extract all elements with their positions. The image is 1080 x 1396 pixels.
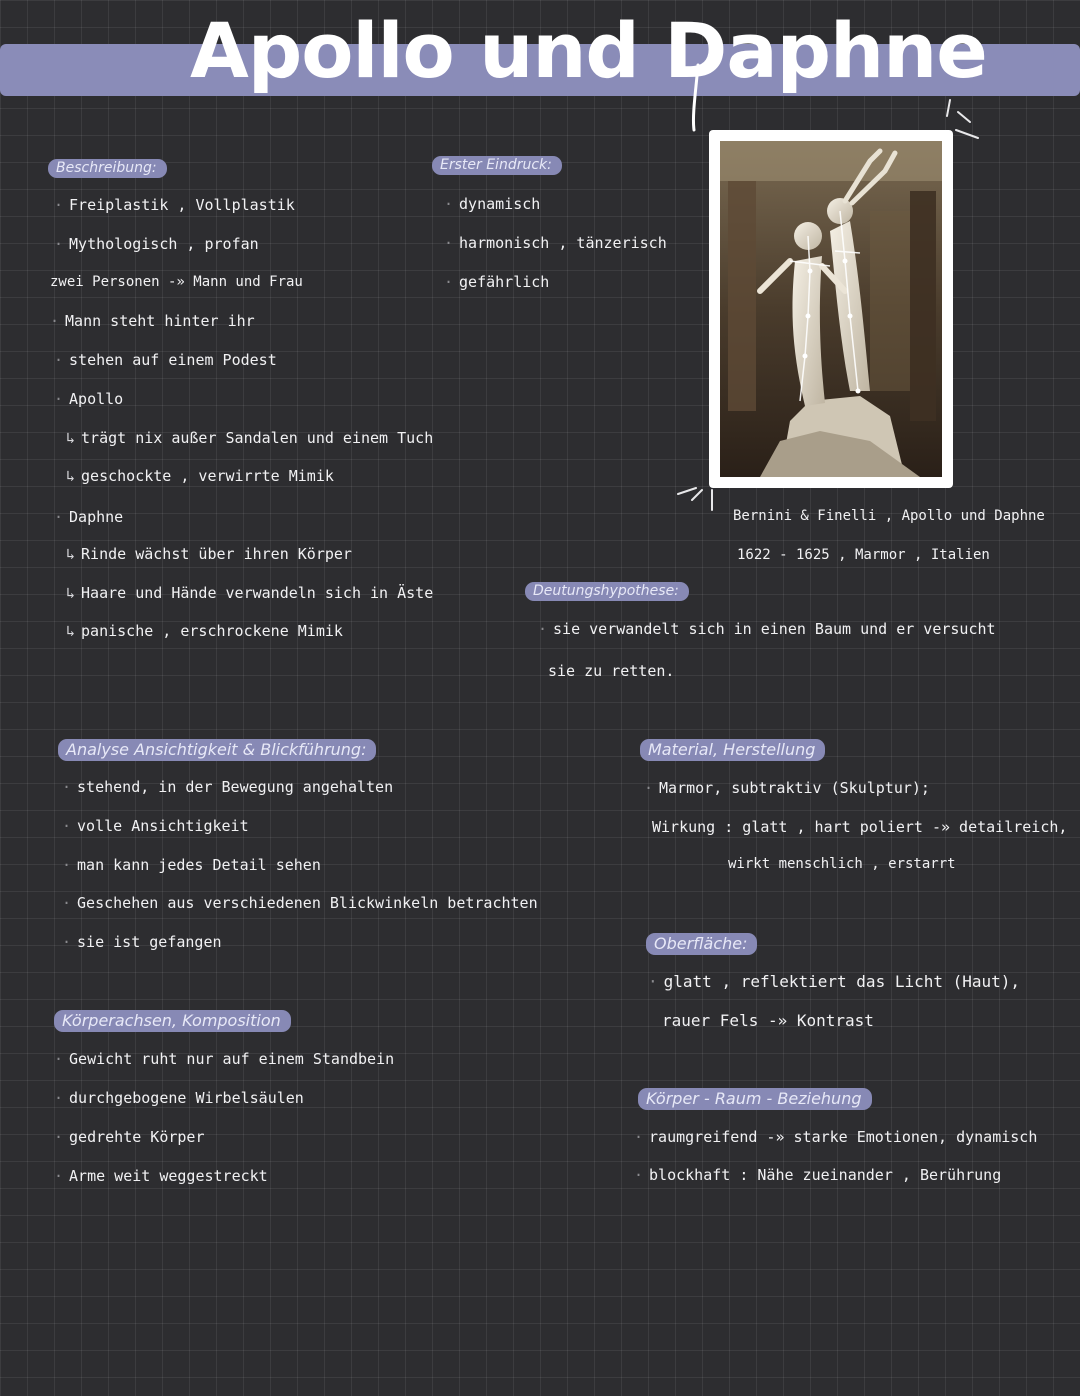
sub-arrow-icon: ↳	[66, 467, 76, 485]
list-item: zwei Personen -» Mann und Frau	[50, 274, 303, 290]
sub-arrow-icon: ↳	[66, 545, 76, 563]
list-item: · Apollo	[54, 390, 124, 408]
list-item: · Daphne	[54, 508, 124, 526]
highlight-marks-icon	[672, 480, 722, 520]
list-item: · man kann jedes Detail sehen	[62, 856, 321, 874]
list-item: · sie verwandelt sich in einen Baum und er versucht	[538, 620, 996, 638]
section-label-koerper-raum: Körper - Raum - Beziehung	[638, 1088, 872, 1110]
bullet-dot-icon: ·	[54, 1128, 64, 1146]
list-item: ↳ trägt nix außer Sandalen und einem Tuch	[66, 429, 434, 447]
list-item: ↳ geschockte , verwirrte Mimik	[66, 467, 334, 485]
list-item-continuation: Wirkung : glatt , hart poliert -» detailreich,	[652, 818, 1068, 836]
section-label-koerperachsen: Körperachsen, Komposition	[54, 1010, 291, 1032]
list-item: · Geschehen aus verschiedenen Blickwinkeln betrachten	[62, 894, 538, 912]
list-item: · stehen auf einem Podest	[54, 351, 277, 369]
bullet-dot-icon: ·	[54, 196, 64, 214]
list-item: · gefährlich	[444, 273, 550, 291]
sub-arrow-icon: ↳	[66, 584, 76, 602]
bullet-dot-icon: ·	[644, 779, 654, 797]
sub-arrow-icon: ↳	[66, 429, 76, 447]
list-item: · volle Ansichtigkeit	[62, 817, 249, 835]
list-item: · dynamisch	[444, 195, 541, 213]
list-item: · Marmor, subtraktiv (Skulptur);	[644, 779, 930, 797]
bullet-dot-icon: ·	[54, 390, 64, 408]
bullet-dot-icon: ·	[444, 234, 454, 252]
list-item-continuation: rauer Fels -» Kontrast	[662, 1011, 874, 1030]
bullet-dot-icon: ·	[634, 1128, 644, 1146]
bullet-dot-icon: ·	[62, 817, 72, 835]
sub-arrow-icon: ↳	[66, 622, 76, 640]
section-label-beschreibung: Beschreibung:	[48, 159, 167, 178]
bullet-dot-icon: ·	[634, 1166, 644, 1184]
sculpture-photo	[720, 141, 942, 477]
image-caption-title: Bernini & Finelli , Apollo und Daphne	[733, 508, 1045, 524]
section-label-deutungshypothese: Deutungshypothese:	[525, 582, 689, 601]
list-item: · gedrehte Körper	[54, 1128, 205, 1146]
bullet-dot-icon: ·	[50, 312, 60, 330]
list-item-continuation: sie zu retten.	[548, 662, 675, 680]
list-item-continuation: wirkt menschlich , erstarrt	[728, 856, 956, 872]
list-item: ↳ panische , erschrockene Mimik	[66, 622, 343, 640]
list-item: · Mythologisch , profan	[54, 235, 259, 253]
bullet-dot-icon: ·	[54, 351, 64, 369]
bullet-dot-icon: ·	[444, 195, 454, 213]
list-item: · Mann steht hinter ihr	[50, 312, 255, 330]
bullet-dot-icon: ·	[54, 1089, 64, 1107]
list-item: · Freiplastik , Vollplastik	[54, 196, 295, 214]
bullet-dot-icon: ·	[54, 1167, 64, 1185]
section-label-erster-eindruck: Erster Eindruck:	[432, 156, 562, 175]
list-item: · blockhaft : Nähe zueinander , Berührung	[634, 1166, 1002, 1184]
list-item: · Gewicht ruht nur auf einem Standbein	[54, 1050, 395, 1068]
list-item: · raumgreifend -» starke Emotionen, dynamisch	[634, 1128, 1038, 1146]
section-label-material: Material, Herstellung	[640, 739, 825, 761]
list-item: ↳ Haare und Hände verwandeln sich in Äste	[66, 584, 434, 602]
list-item: · durchgebogene Wirbelsäulen	[54, 1089, 304, 1107]
list-item: · Arme weit weggestreckt	[54, 1167, 268, 1185]
bullet-dot-icon: ·	[62, 933, 72, 951]
bullet-dot-icon: ·	[648, 972, 658, 991]
title-flourish	[676, 60, 716, 140]
list-item: · stehend, in der Bewegung angehalten	[62, 778, 394, 796]
list-item: · glatt , reflektiert das Licht (Haut),	[648, 972, 1021, 991]
bullet-dot-icon: ·	[62, 778, 72, 796]
image-caption-details: 1622 - 1625 , Marmor , Italien	[737, 547, 990, 563]
section-label-analyse: Analyse Ansichtigkeit & Blickführung:	[58, 739, 376, 761]
bullet-dot-icon: ·	[62, 894, 72, 912]
list-item: ↳ Rinde wächst über ihren Körper	[66, 545, 352, 563]
bullet-dot-icon: ·	[54, 1050, 64, 1068]
bullet-dot-icon: ·	[54, 508, 64, 526]
bullet-dot-icon: ·	[62, 856, 72, 874]
bullet-dot-icon: ·	[444, 273, 454, 291]
list-item: · sie ist gefangen	[62, 933, 222, 951]
bullet-dot-icon: ·	[54, 235, 64, 253]
page-title: Apollo und Daphne	[190, 6, 987, 95]
list-item: · harmonisch , tänzerisch	[444, 234, 667, 252]
bullet-dot-icon: ·	[538, 620, 548, 638]
section-label-oberflaeche: Oberfläche:	[646, 933, 757, 955]
